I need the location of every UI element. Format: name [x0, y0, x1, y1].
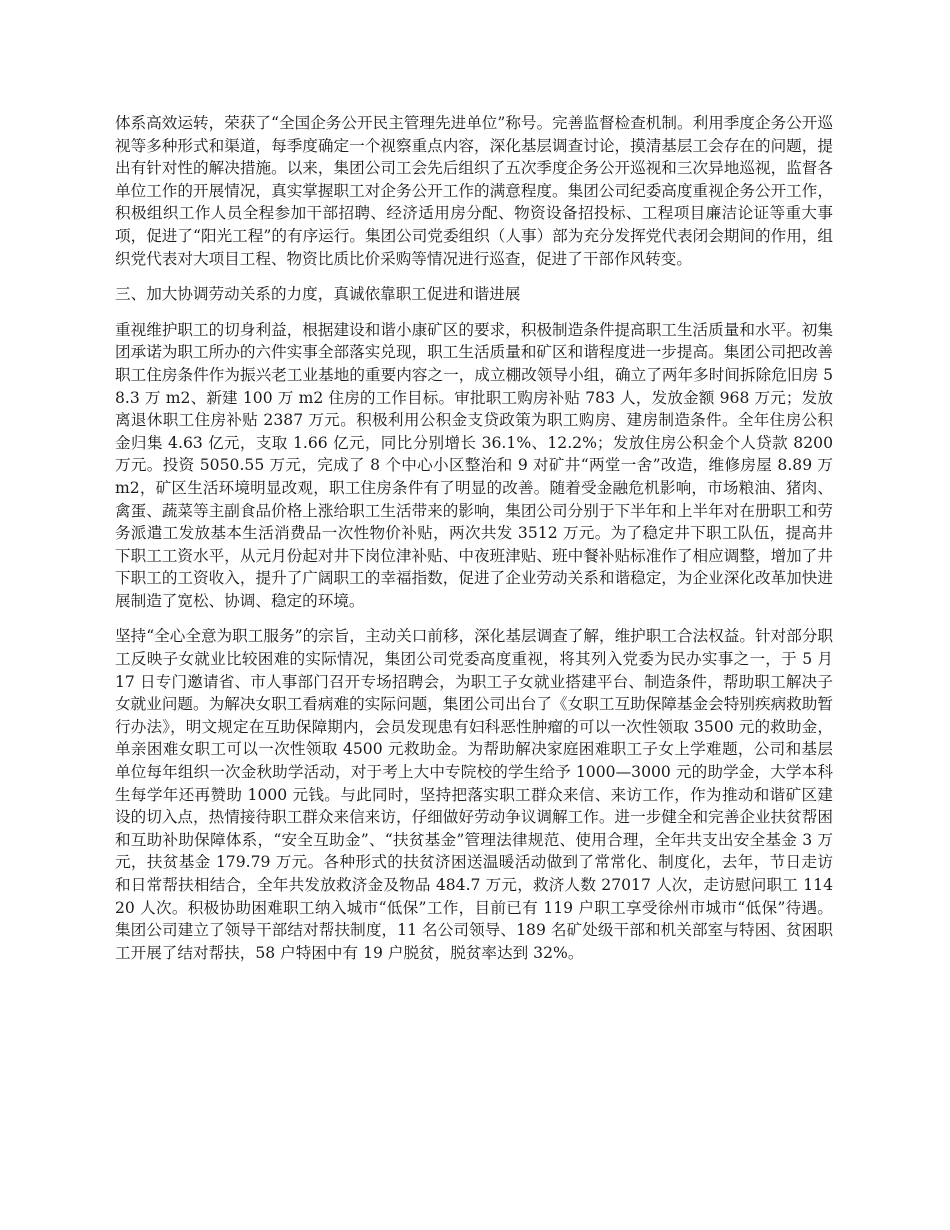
paragraph-supervision: 体系高效运转，荣获了“全国企务公开民主管理先进单位”称号。完善监督检查机制。利用季度企务公开巡视等多种形式和渠道，每季度确定一个视察重点内容，深化基层调查讨论，摸清基层工会存在的问题，提出有针对性的解决措施。以来，集团公司工会先后组织了五次季度企务公开巡视和三次异地巡视，监督各单位工作的开展情况，真实掌握职工对企务公开工作的满意程度。集团公司纪委高度重视企务公开工作，积极组织工作人员全程参加干部招聘、经济适用房分配、物资设备招投标、工程项目廉洁论证等重大事项，促进了“阳光工程”的有序运行。集团公司党委组织（人事）部为充分发挥党代表闭会期间的作用，组织党代表对大项目工程、物资比质比价采购等情况进行巡查，促进了干部作风转变。 [115, 114, 833, 268]
section-heading: 三、加大协调劳动关系的力度，真诚依靠职工促进和谐进展 [115, 285, 521, 304]
paragraph-housing: 重视维护职工的切身利益，根据建设和谐小康矿区的要求，积极制造条件提高职工生活质量和水平。初集团承诺为职工所办的六件实事全部落实兑现，职工生活质量和矿区和谐程度进一步提高。集团公司把改善职工住房条件作为振兴老工业基地的重要内容之一，成立棚改领导小组，确立了两年多时间拆除危旧房 58.3 万 m2、新建 100 万 m2 住房的工作目标。审批职工购房补贴 783 人，发放金额 968 万元；发放离退休职工住房补贴 2387 万元。积极利用公积金支贷政策为职工购房、建房制造条件。全年住房公积金归集 4.63 亿元，支取 1.66 亿元，同比分别增长 36.1%、12.2%；发放住房公积金个人贷款 8200 万元。投资 5050.55 万元，完成了 8 个中心小区整治和 9 对矿井“两堂一舍”改造，维修房屋 8.89 万 m2，矿区生活环境明显改观，职工住房条件有了明显的改善。随着受金融危机影响，市场粮油、猪肉、禽蛋、蔬菜等主副食品价格上涨给职工生活带来的影响，集团公司分别于下半年和上半年对在册职工和劳务派遣工发放基本生活消费品一次性物价补贴，两次共发 3512 万元。为了稳定井下职工队伍，提高井下职工工资水平，从元月份起对井下岗位津补贴、中夜班津贴、班中餐补贴标准作了相应调整，增加了井下职工的工资收入，提升了广阔职工的幸福指数，促进了企业劳动关系和谐稳定，为企业深化改革加快进展制造了宽松、协调、稳定的环境。 [115, 320, 833, 610]
paragraph-services: 坚持“全心全意为职工服务”的宗旨，主动关口前移，深化基层调查了解，维护职工合法权益。针对部分职工反映子女就业比较困难的实际情况，集团公司党委高度重视，将其列入党委为民办实事之一，于 5 月 17 日专门邀请省、市人事部门召开专场招聘会，为职工子女就业搭建平台、制造条件，帮助职工解决子女就业问题。为解决女职工看病难的实际问题，集团公司出台了《女职工互助保障基金会特别疾病救助暂行办法》，明文规定在互助保障期内，会员发现患有妇科恶性肿瘤的可以一次性领取 3500 元的救助金，单亲困难女职工可以一次性领取 4500 元救助金。为帮助解决家庭困难职工子女上学难题，公司和基层单位每年组织一次金秋助学活动，对于考上大中专院校的学生给予 1000—3000 元的助学金，大学本科生每学年还再赞助 1000 元钱。与此同时，坚持把落实职工群众来信、来访工作，作为推动和谐矿区建设的切入点，热情接待职工群众来信来访，仔细做好劳动争议调解工作。进一步健全和完善企业扶贫帮困和互助补助保障体系，“安全互助金”、“扶贫基金”管理法律规范、使用合理，全年共支出安全基金 3 万元，扶贫基金 179.79 万元。各种形式的扶贫济困送温暖活动做到了常常化、制度化，去年，节日走访和日常帮扶相结合，全年共发放救济金及物品 484.7 万元，救济人数 27017 人次，走访慰问职工 11420 人次。积极协助困难职工纳入城市“低保”工作，目前已有 119 户职工享受徐州市城市“低保”待遇。集团公司建立了领导干部结对帮扶制度，11 名公司领导、189 名矿处级干部和机关部室与特困、贫困职工开展了结对帮扶，58 户特困中有 19 户脱贫，脱贫率达到 32%。 [115, 627, 833, 962]
document-body [115, 112, 833, 977]
